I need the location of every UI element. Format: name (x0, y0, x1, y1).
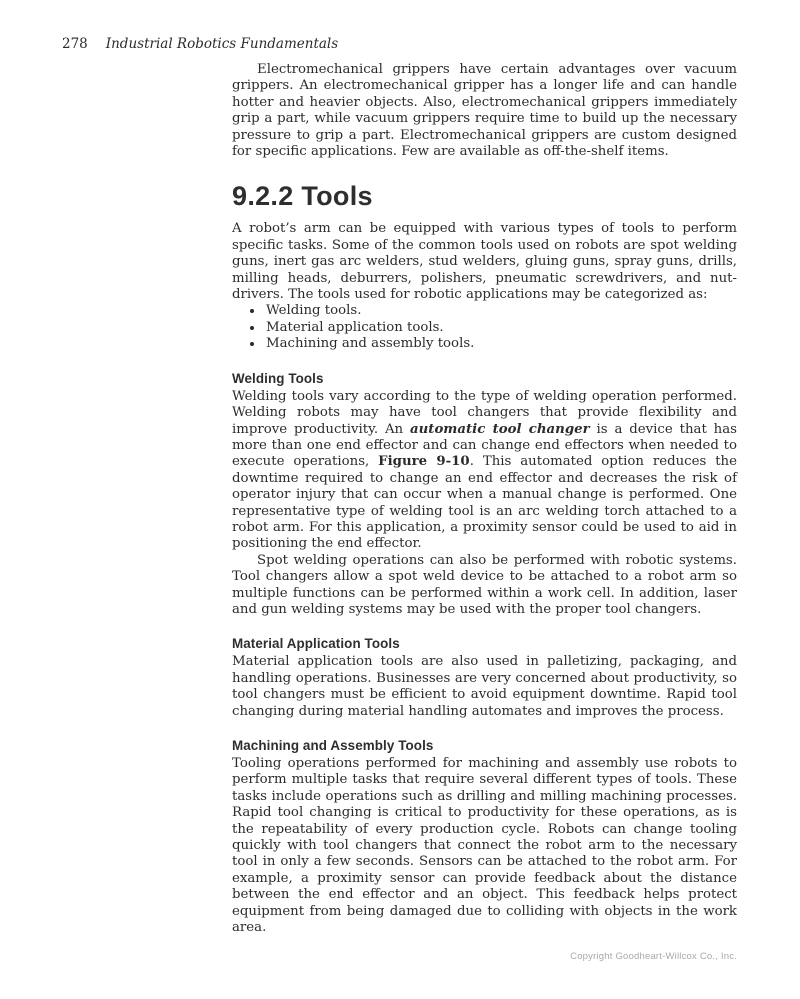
welding-paragraph-1 (232, 389, 737, 553)
running-header (62, 36, 742, 52)
copyright-notice: Copyright Goodheart-Willcox Co., Inc. (570, 951, 737, 962)
welding-p1-text: is a device that has more than one end effector and can change end effectors when needed to execute operations, (232, 421, 737, 470)
list-item: • Welding tools. (264, 303, 737, 319)
list-item: • Machining and assembly tools. (264, 336, 737, 352)
section-heading-tools: 9.2.2 Tools (232, 181, 373, 212)
subheading-welding-tools: Welding Tools (232, 370, 324, 386)
subheading-material-application-tools: Material Application Tools (232, 636, 400, 652)
list-item: • Material application tools. (264, 320, 737, 336)
intro-paragraph: Electromechanical grippers have certain advantages over vacuum grippers. An electromechanical gripper has a longer life and can handle hotter and heavier objects. Also, electromechanical grippers immediately grip a part, while vacuum grippers require time to build up the necessary pressure to grip a part. Electromechanical grippers are custom designed for specific applications. Few are available as off-the-shelf items. (232, 62, 737, 160)
machining-paragraph: Tooling operations performed for machining and assembly use robots to perform multiple tasks that require several different types of tools. These tasks include operations such as drilling and milling machining processes. Rapid tool changing is critical to productivity for these operations, as is the repeatability of every production cycle. Robots can change tooling quickly with tool changers that connect the robot arm to the necessary tool in only a few seconds. Sensors can be attached to the robot arm. For example, a proximity sensor can provide feedback about the distance between the end effector and an object. This feedback helps protect equipment from being damaged due to colliding with objects in the work area. (232, 756, 737, 936)
welding-paragraph-2: Spot welding operations can also be performed with robotic systems. Tool changers allow a spot weld device to be attached to a robot arm so multiple functions can be performed within a work cell. In addition, laser and gun welding systems may be used with the proper tool changers. (232, 552, 737, 617)
page-number: 278 (62, 36, 88, 52)
tool-category-list (232, 303, 737, 352)
subheading-machining-assembly-tools: Machining and Assembly Tools (232, 738, 434, 753)
key-term-automatic-tool-changer: automatic tool changer (410, 421, 590, 437)
welding-p1-text: . This automated option reduces the downtime required to change an end effector and decreases the risk of operator injury that can occur when a manual change is performed. One representative type of welding tool is an arc welding torch attached to a robot arm. For this application, a proximity sensor could be used to aid in positioning the end effector. (232, 454, 737, 552)
welding-p1-text: Welding tools vary according to the type of welding operation performed. Welding robots may have tool changers that provide flexibility and improve productivity. An (232, 388, 737, 437)
material-paragraph: Material application tools are also used in palletizing, packaging, and handling operations. Businesses are very concerned about productivity, so tool changers must be efficient to avoid equipment downtime. Rapid tool changing during material handling automates and improves the process. (232, 654, 737, 719)
body-column (232, 62, 737, 936)
section-intro-paragraph: A robot’s arm can be equipped with various types of tools to perform specific tasks. Some of the common tools used on robots are spot welding guns, inert gas arc welders, stud welders, gluing guns, spray guns, drills, milling heads, deburrers, polishers, pneumatic screwdrivers, and nut-drivers. The tools used for robotic applications may be categorized as: (232, 221, 737, 303)
running-title: Industrial Robotics Fundamentals (105, 36, 339, 52)
figure-reference: Figure 9-10 (378, 454, 470, 470)
